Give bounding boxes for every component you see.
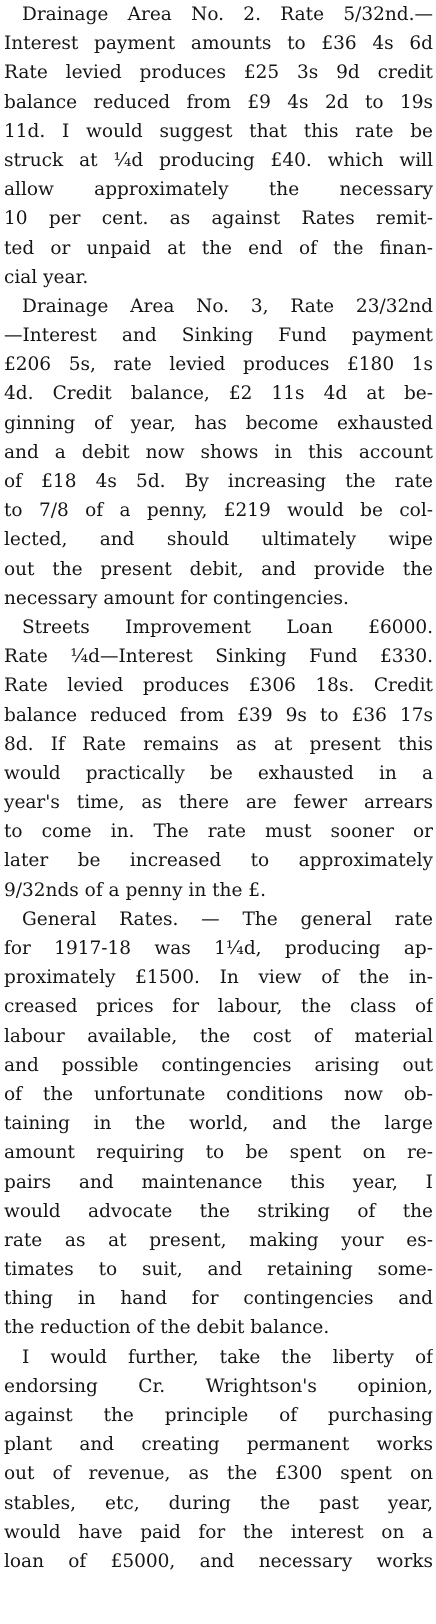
text-line: would have paid for the interest on a — [4, 1521, 433, 1543]
text-line: to 7/8 of a penny, £219 would be col- — [4, 500, 433, 522]
paragraph — [4, 292, 433, 613]
text-line: Drainage Area No. 2. Rate 5/32nd.— — [22, 4, 433, 25]
text-line: stables, etc, during the past year, — [4, 1492, 433, 1514]
text-line: lected, and should ultimately wipe — [4, 529, 433, 551]
text-line: Rate ¼d—Interest Sinking Fund £330. — [4, 646, 433, 668]
text-line: would advocate the striking of the — [4, 1200, 433, 1222]
text-line: cial year. — [4, 266, 89, 288]
paragraph — [4, 905, 433, 1343]
text-line: labour available, the cost of material — [4, 1025, 433, 1047]
text-line: Rate levied produces £306 18s. Credit — [4, 675, 433, 697]
text-line: for 1917-18 was 1¼d, producing ap- — [4, 938, 433, 959]
text-line: of the unfortunate conditions now ob- — [4, 1083, 433, 1105]
text-line: rate as at present, making your es- — [4, 1229, 433, 1251]
text-line: of £18 4s 5d. By increasing the rate — [4, 471, 433, 492]
text-line: taining in the world, and the large — [4, 1113, 433, 1135]
text-line: endorsing Cr. Wrightson's opinion, — [4, 1375, 433, 1397]
text-line: ted or unpaid at the end of the finan- — [4, 237, 433, 259]
text-line: Streets Improvement Loan £6000. — [22, 616, 433, 638]
text-line: amount requiring to be spent on re- — [4, 1142, 433, 1164]
text-line: thing in hand for contingencies and — [4, 1288, 433, 1310]
text-line: £206 5s, rate levied produces £180 1s — [4, 354, 433, 376]
text-line: struck at ¼d producing £40. which will — [4, 149, 433, 171]
paragraph — [4, 0, 433, 292]
text-line: allow approximately the necessary — [4, 179, 433, 201]
text-line: proximately £1500. In view of the in- — [4, 967, 433, 989]
text-line: 11d. I would suggest that this rate be — [4, 120, 433, 142]
text-line: and possible contingencies arising out — [4, 1054, 433, 1076]
paragraph — [4, 1343, 433, 1577]
text-line: balance reduced from £39 9s to £36 17s — [4, 704, 433, 726]
text-line: necessary amount for contingencies. — [4, 587, 349, 609]
text-line: would practically be exhausted in a — [4, 762, 433, 784]
text-line: creased prices for labour, the class of — [4, 996, 433, 1018]
text-line: Drainage Area No. 3, Rate 23/32nd — [22, 295, 433, 317]
text-line: balance reduced from £9 4s 2d to 19s — [4, 91, 433, 113]
text-line: out of revenue, as the £300 spent on — [4, 1463, 433, 1485]
text-line: I would further, take the liberty of — [22, 1346, 433, 1368]
text-line: General Rates. — The general rate — [22, 908, 433, 930]
text-line: against the principle of purchasing — [4, 1405, 433, 1426]
text-line: Rate levied produces £25 3s 9d credit — [4, 62, 433, 84]
text-line: year's time, as there are fewer arrears — [4, 792, 433, 814]
text-line: 9/32nds of a penny in the £. — [4, 879, 266, 901]
text-line: and a debit now shows in this account — [4, 441, 433, 463]
text-line: to come in. The rate must sooner or — [4, 821, 433, 843]
text-line: timates to suit, and retaining some- — [4, 1259, 433, 1281]
text-line: plant and creating permanent works — [4, 1434, 433, 1456]
text-line: ginning of year, has become exhausted — [4, 412, 433, 434]
text-line: —Interest and Sinking Fund payment — [4, 325, 433, 347]
text-line: 8d. If Rate remains as at present this — [4, 733, 433, 755]
paragraph — [4, 613, 433, 905]
text-line: 10 per cent. as against Rates remit- — [4, 208, 433, 230]
text-line: loan of £5000, and necessary works — [4, 1550, 433, 1572]
text-line: out the present debit, and provide the — [4, 558, 433, 580]
text-line: the reduction of the debit balance. — [4, 1317, 330, 1339]
text-line: Interest payment amounts to £36 4s 6d — [4, 33, 433, 55]
text-line: pairs and maintenance this year, I — [4, 1171, 433, 1193]
text-line: 4d. Credit balance, £2 11s 4d at be- — [4, 383, 433, 405]
text-line: later be increased to approximately — [4, 850, 433, 872]
